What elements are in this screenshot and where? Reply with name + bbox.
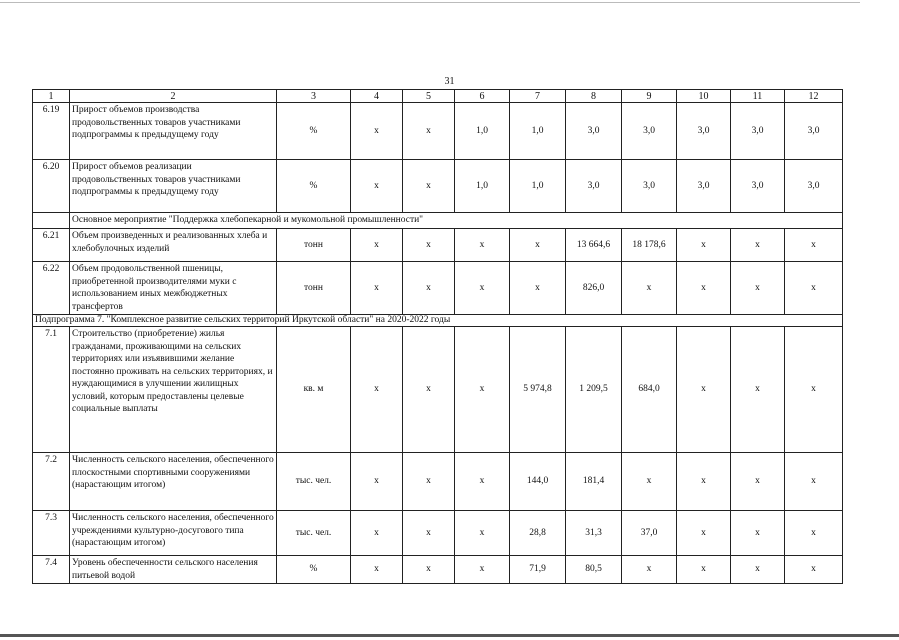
unit-cell: тыс. чел.	[277, 511, 351, 556]
value-cell: х	[351, 262, 403, 315]
column-header: 4	[351, 90, 403, 103]
value-cell: х	[677, 556, 731, 584]
row-number: 7.2	[33, 453, 70, 511]
row-number: 7.4	[33, 556, 70, 584]
indicator-name: Прирост объемов реализации продовольственных товаров участниками подпрограммы к предыдущему году	[70, 160, 277, 213]
unit-cell: %	[277, 556, 351, 584]
table-row	[33, 160, 843, 213]
column-header: 6	[455, 90, 510, 103]
column-header: 7	[510, 90, 566, 103]
scan-bottom-edge	[0, 634, 899, 637]
value-cell: 684,0	[622, 327, 677, 453]
value-cell: х	[351, 229, 403, 262]
unit-cell: тонн	[277, 262, 351, 315]
indicator-name: Уровень обеспеченности сельского населения питьевой водой	[70, 556, 277, 584]
table-row	[33, 511, 843, 556]
table-row	[33, 103, 843, 160]
value-cell: х	[731, 229, 785, 262]
value-cell: 37,0	[622, 511, 677, 556]
value-cell: х	[731, 453, 785, 511]
value-cell: х	[403, 511, 455, 556]
column-header: 9	[622, 90, 677, 103]
page-number: 31	[444, 76, 455, 87]
value-cell: х	[351, 103, 403, 160]
value-cell: х	[731, 262, 785, 315]
value-cell: х	[403, 229, 455, 262]
column-header: 10	[677, 90, 731, 103]
value-cell: х	[677, 262, 731, 315]
value-cell: х	[677, 453, 731, 511]
value-cell: 1,0	[455, 103, 510, 160]
value-cell: 3,0	[566, 103, 622, 160]
value-cell: х	[403, 556, 455, 584]
table-row	[33, 229, 843, 262]
section-title: Основное мероприятие "Поддержка хлебопекарной и мукомольной промышленности"	[70, 213, 843, 229]
value-cell: х	[510, 262, 566, 315]
value-cell: х	[351, 511, 403, 556]
value-cell: х	[403, 103, 455, 160]
unit-cell: кв. м	[277, 327, 351, 453]
unit-cell: тыс. чел.	[277, 453, 351, 511]
value-cell: 28,8	[510, 511, 566, 556]
value-cell: х	[403, 160, 455, 213]
row-number: 6.22	[33, 262, 70, 315]
value-cell: х	[785, 327, 843, 453]
row-number: 6.19	[33, 103, 70, 160]
indicator-name: Объем продовольственной пшеницы, приобретенной производителями муки с использованием иных межбюджетных трансфертов	[70, 262, 277, 315]
value-cell: 3,0	[731, 103, 785, 160]
indicator-name: Прирост объемов производства продовольственных товаров участниками подпрограммы к предыдущему году	[70, 103, 277, 160]
value-cell: 80,5	[566, 556, 622, 584]
scan-top-edge	[0, 2, 860, 3]
value-cell: х	[785, 453, 843, 511]
value-cell: х	[785, 229, 843, 262]
indicator-name: Численность сельского населения, обеспеченного плоскостными спортивными сооружениями (нарастающим итогом)	[70, 453, 277, 511]
value-cell: х	[455, 229, 510, 262]
value-cell: 3,0	[622, 160, 677, 213]
value-cell: 18 178,6	[622, 229, 677, 262]
unit-cell: тонн	[277, 229, 351, 262]
row-number: 6.21	[33, 229, 70, 262]
column-header: 2	[70, 90, 277, 103]
table-row	[33, 453, 843, 511]
value-cell: х	[455, 453, 510, 511]
row-number: 6.20	[33, 160, 70, 213]
column-header: 5	[403, 90, 455, 103]
value-cell: х	[622, 556, 677, 584]
value-cell: 71,9	[510, 556, 566, 584]
value-cell: 3,0	[566, 160, 622, 213]
value-cell: 3,0	[731, 160, 785, 213]
value-cell: х	[510, 229, 566, 262]
section-empty-cell	[33, 213, 70, 229]
column-header-row	[33, 90, 843, 103]
value-cell: 144,0	[510, 453, 566, 511]
value-cell: х	[351, 453, 403, 511]
unit-cell: %	[277, 160, 351, 213]
value-cell: 3,0	[677, 103, 731, 160]
value-cell: х	[677, 327, 731, 453]
indicator-name: Объем произведенных и реализованных хлеба и хлебобулочных изделий	[70, 229, 277, 262]
value-cell: х	[785, 511, 843, 556]
value-cell: х	[677, 229, 731, 262]
value-cell: 5 974,8	[510, 327, 566, 453]
section-row-event	[33, 213, 843, 229]
indicators-table	[32, 89, 843, 584]
value-cell: 1,0	[510, 103, 566, 160]
value-cell: 826,0	[566, 262, 622, 315]
value-cell: х	[351, 556, 403, 584]
value-cell: х	[351, 327, 403, 453]
value-cell: х	[351, 160, 403, 213]
value-cell: х	[731, 511, 785, 556]
value-cell: 31,3	[566, 511, 622, 556]
table-row	[33, 327, 843, 453]
row-number: 7.1	[33, 327, 70, 453]
value-cell: 3,0	[677, 160, 731, 213]
value-cell: 3,0	[785, 160, 843, 213]
subprogram-title: Подпрограмма 7. "Комплексное развитие сельских территорий Иркутской области" на 2020-2022 годы	[33, 315, 843, 327]
value-cell: 1,0	[455, 160, 510, 213]
value-cell: х	[731, 556, 785, 584]
row-number: 7.3	[33, 511, 70, 556]
value-cell: х	[622, 453, 677, 511]
column-header: 1	[33, 90, 70, 103]
value-cell: 1,0	[510, 160, 566, 213]
indicator-name: Строительство (приобретение) жилья гражданами, проживающими на сельских территориях или изъявившими желание постоянно проживать на сельских территориях, и нуждающимися в улучшении жилищных условий, которым предоставлены целевые социальные выплаты	[70, 327, 277, 453]
column-header: 8	[566, 90, 622, 103]
value-cell: х	[622, 262, 677, 315]
value-cell: х	[455, 556, 510, 584]
table-row	[33, 262, 843, 315]
value-cell: х	[785, 556, 843, 584]
value-cell: 3,0	[622, 103, 677, 160]
value-cell: х	[403, 453, 455, 511]
value-cell: х	[731, 327, 785, 453]
value-cell: 3,0	[785, 103, 843, 160]
section-row-subprogram	[33, 315, 843, 327]
value-cell: 13 664,6	[566, 229, 622, 262]
value-cell: х	[677, 511, 731, 556]
value-cell: 181,4	[566, 453, 622, 511]
value-cell: 1 209,5	[566, 327, 622, 453]
value-cell: х	[455, 262, 510, 315]
value-cell: х	[785, 262, 843, 315]
column-header: 11	[731, 90, 785, 103]
value-cell: х	[403, 327, 455, 453]
table-body	[33, 90, 843, 584]
indicator-name: Численность сельского населения, обеспеченного учреждениями культурно-досугового типа (нарастающим итогом)	[70, 511, 277, 556]
value-cell: х	[455, 511, 510, 556]
column-header: 12	[785, 90, 843, 103]
value-cell: х	[455, 327, 510, 453]
table-row	[33, 556, 843, 584]
column-header: 3	[277, 90, 351, 103]
unit-cell: %	[277, 103, 351, 160]
value-cell: х	[403, 262, 455, 315]
